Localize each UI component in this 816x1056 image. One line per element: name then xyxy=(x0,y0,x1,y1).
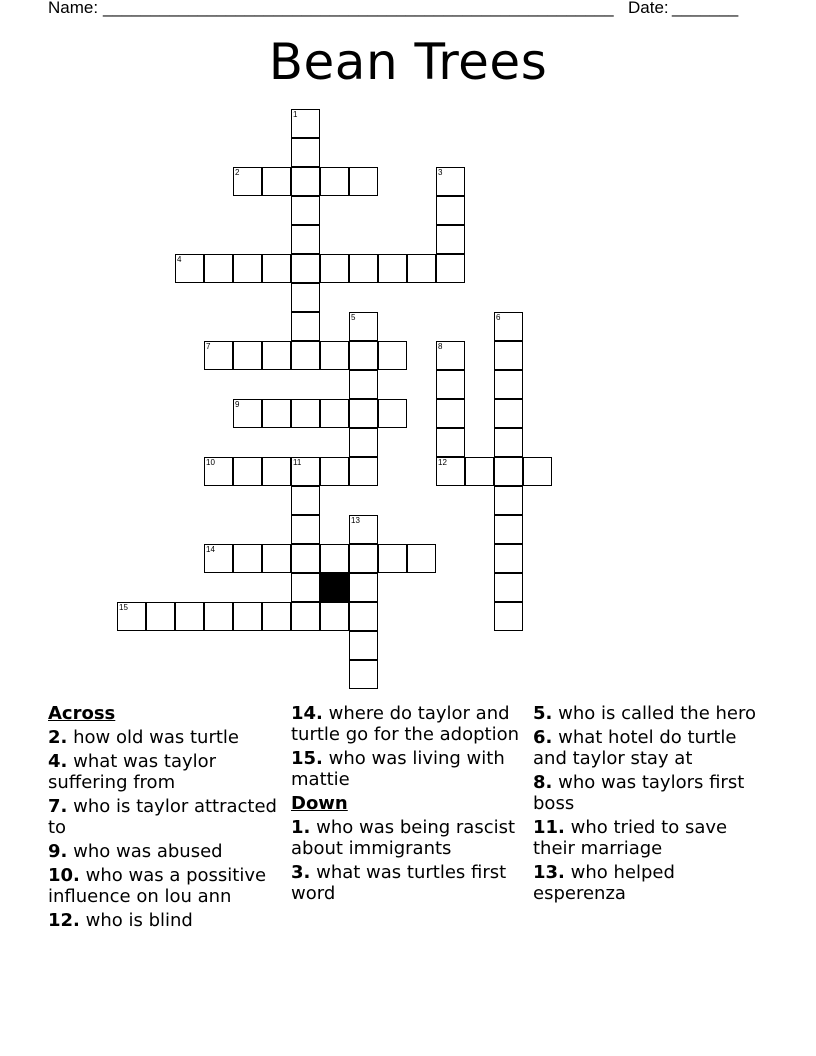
clue-text: who was a possitive influence on lou ann xyxy=(48,865,267,907)
clue-text: what was taylor suffering from xyxy=(48,751,217,793)
grid-cell[interactable] xyxy=(378,341,407,370)
clue-down-3 xyxy=(291,862,523,904)
clue-across-2 xyxy=(48,727,280,748)
cell-number: 15 xyxy=(119,603,128,612)
clue-text: who is blind xyxy=(85,910,193,931)
grid-cell[interactable] xyxy=(204,341,233,370)
grid-cell[interactable] xyxy=(407,254,436,283)
grid-cell[interactable] xyxy=(320,457,349,486)
grid-cell[interactable] xyxy=(320,602,349,631)
grid-cell[interactable] xyxy=(320,544,349,573)
grid-cell[interactable] xyxy=(349,370,378,399)
clue-down-8 xyxy=(533,772,765,814)
grid-cell[interactable] xyxy=(204,602,233,631)
grid-cell[interactable] xyxy=(262,167,291,196)
clue-column-1 xyxy=(48,703,280,934)
clue-number: 4. xyxy=(48,751,68,772)
clue-across-14 xyxy=(291,703,523,745)
cell-number: 13 xyxy=(351,516,360,525)
grid-cell[interactable] xyxy=(436,341,465,370)
clue-number: 14. xyxy=(291,703,323,724)
grid-cell[interactable] xyxy=(291,457,320,486)
clue-across-12 xyxy=(48,910,280,931)
date-field[interactable]: _______ xyxy=(672,0,739,17)
grid-cell[interactable] xyxy=(494,457,523,486)
grid-cell[interactable] xyxy=(465,457,494,486)
name-label: Name: xyxy=(48,0,99,17)
grid-cell[interactable] xyxy=(262,399,291,428)
clue-across-15 xyxy=(291,748,523,790)
clue-text: who was being rascist about immigrants xyxy=(291,817,516,859)
grid-cell[interactable] xyxy=(291,283,320,312)
grid-cell[interactable] xyxy=(494,573,523,602)
grid-cell[interactable] xyxy=(349,341,378,370)
grid-cell[interactable] xyxy=(233,399,262,428)
clue-down-11 xyxy=(533,817,765,859)
clue-text: how old was turtle xyxy=(73,727,239,748)
clue-text: who was living with mattie xyxy=(291,748,505,790)
clue-number: 3. xyxy=(291,862,311,883)
clue-text: where do taylor and turtle go for the adoption xyxy=(291,703,519,745)
clue-number: 2. xyxy=(48,727,68,748)
grid-cell[interactable] xyxy=(291,254,320,283)
clue-across-9 xyxy=(48,841,280,862)
grid-cell[interactable] xyxy=(262,254,291,283)
grid-cell[interactable] xyxy=(233,167,262,196)
clue-number: 5. xyxy=(533,703,553,724)
grid-cell[interactable] xyxy=(291,602,320,631)
grid-cell[interactable] xyxy=(349,428,378,457)
grid-cell[interactable] xyxy=(436,167,465,196)
grid-cell[interactable] xyxy=(494,515,523,544)
grid-cell[interactable] xyxy=(291,486,320,515)
grid-cell[interactable] xyxy=(291,167,320,196)
grid-cell[interactable] xyxy=(436,225,465,254)
down-heading: Down xyxy=(291,793,348,814)
grid-cell[interactable] xyxy=(291,138,320,167)
clue-text: who is called the hero xyxy=(558,703,756,724)
grid-cell[interactable] xyxy=(349,457,378,486)
grid-cell[interactable] xyxy=(291,544,320,573)
grid-cell[interactable] xyxy=(262,544,291,573)
cell-number: 4 xyxy=(177,255,182,264)
clue-across-7 xyxy=(48,796,280,838)
grid-cell[interactable] xyxy=(349,312,378,341)
grid-cell[interactable] xyxy=(175,254,204,283)
grid-cell[interactable] xyxy=(349,254,378,283)
grid-cell[interactable] xyxy=(494,486,523,515)
name-field[interactable]: ______________________________________________________ xyxy=(103,0,614,17)
clue-number: 10. xyxy=(48,865,80,886)
grid-cell[interactable] xyxy=(349,515,378,544)
grid-cell[interactable] xyxy=(291,399,320,428)
grid-cell[interactable] xyxy=(407,544,436,573)
grid-cell[interactable] xyxy=(233,544,262,573)
clue-text: who helped esperenza xyxy=(533,862,675,904)
grid-cell[interactable] xyxy=(262,341,291,370)
grid-cell[interactable] xyxy=(494,370,523,399)
grid-cell[interactable] xyxy=(436,457,465,486)
clue-across-4 xyxy=(48,751,280,793)
clue-number: 7. xyxy=(48,796,68,817)
clue-number: 13. xyxy=(533,862,565,883)
grid-cell[interactable] xyxy=(436,254,465,283)
cell-number: 11 xyxy=(293,458,302,467)
cell-number: 8 xyxy=(438,342,443,351)
grid-cell[interactable] xyxy=(233,602,262,631)
grid-cell[interactable] xyxy=(349,167,378,196)
cell-number: 2 xyxy=(235,168,240,177)
grid-cell[interactable] xyxy=(436,399,465,428)
grid-cell[interactable] xyxy=(233,254,262,283)
clue-down-13 xyxy=(533,862,765,904)
cell-number: 14 xyxy=(206,545,215,554)
grid-cell[interactable] xyxy=(436,370,465,399)
grid-cell[interactable] xyxy=(291,109,320,138)
grid-cell[interactable] xyxy=(262,602,291,631)
clue-down-6 xyxy=(533,727,765,769)
clue-number: 1. xyxy=(291,817,311,838)
clue-number: 12. xyxy=(48,910,80,931)
grid-cell[interactable] xyxy=(291,312,320,341)
cell-number: 7 xyxy=(206,342,211,351)
grid-cell[interactable] xyxy=(204,544,233,573)
clue-text: what was turtles first word xyxy=(291,862,507,904)
grid-cell[interactable] xyxy=(117,602,146,631)
grid-cell[interactable] xyxy=(204,457,233,486)
grid-cell[interactable] xyxy=(320,399,349,428)
clue-down-5 xyxy=(533,703,765,724)
clue-number: 6. xyxy=(533,727,553,748)
grid-cell[interactable] xyxy=(320,341,349,370)
cell-number: 3 xyxy=(438,168,443,177)
cell-number: 12 xyxy=(438,458,447,467)
grid-cell[interactable] xyxy=(233,457,262,486)
cell-number: 6 xyxy=(496,313,501,322)
grid-cell[interactable] xyxy=(349,660,378,689)
clue-number: 11. xyxy=(533,817,565,838)
grid-cell[interactable] xyxy=(349,544,378,573)
cell-number: 5 xyxy=(351,313,356,322)
grid-cell[interactable] xyxy=(378,399,407,428)
grid-cell[interactable] xyxy=(349,602,378,631)
grid-cell[interactable] xyxy=(233,341,262,370)
grid-cell[interactable] xyxy=(494,428,523,457)
grid-cell[interactable] xyxy=(320,254,349,283)
clue-number: 8. xyxy=(533,772,553,793)
clue-text: who was abused xyxy=(73,841,223,862)
grid-cell[interactable] xyxy=(146,602,175,631)
grid-cell[interactable] xyxy=(378,254,407,283)
clue-number: 9. xyxy=(48,841,68,862)
clue-text: what hotel do turtle and taylor stay at xyxy=(533,727,737,769)
grid-cell[interactable] xyxy=(291,196,320,225)
clue-text: who was taylors first boss xyxy=(533,772,745,814)
clue-text: who is taylor attracted to xyxy=(48,796,277,838)
grid-cell[interactable] xyxy=(320,167,349,196)
cell-number: 1 xyxy=(293,110,298,119)
clue-column-3 xyxy=(533,703,765,907)
grid-cell[interactable] xyxy=(204,254,233,283)
grid-cell[interactable] xyxy=(262,457,291,486)
clue-across-10 xyxy=(48,865,280,907)
grid-cell[interactable] xyxy=(349,631,378,660)
clue-column-2 xyxy=(291,703,523,907)
date-label: Date: xyxy=(628,0,669,17)
grid-cell[interactable] xyxy=(349,573,378,602)
clue-text: who tried to save their marriage xyxy=(533,817,728,859)
shaded-cell xyxy=(320,573,349,602)
grid-cell[interactable] xyxy=(349,399,378,428)
grid-cell[interactable] xyxy=(291,573,320,602)
grid-cell[interactable] xyxy=(175,602,204,631)
clue-number: 15. xyxy=(291,748,323,769)
clue-down-1 xyxy=(291,817,523,859)
grid-cell[interactable] xyxy=(494,602,523,631)
across-heading: Across xyxy=(48,703,116,724)
grid-cell[interactable] xyxy=(291,341,320,370)
grid-cell[interactable] xyxy=(494,544,523,573)
grid-cell[interactable] xyxy=(436,196,465,225)
grid-cell[interactable] xyxy=(494,341,523,370)
grid-cell[interactable] xyxy=(494,399,523,428)
grid-cell[interactable] xyxy=(494,312,523,341)
puzzle-title: Bean Trees xyxy=(268,33,548,91)
cell-number: 9 xyxy=(235,400,240,409)
grid-cell[interactable] xyxy=(291,515,320,544)
grid-cell[interactable] xyxy=(523,457,552,486)
grid-cell[interactable] xyxy=(436,428,465,457)
cell-number: 10 xyxy=(206,458,215,467)
grid-cell[interactable] xyxy=(291,225,320,254)
grid-cell[interactable] xyxy=(378,544,407,573)
